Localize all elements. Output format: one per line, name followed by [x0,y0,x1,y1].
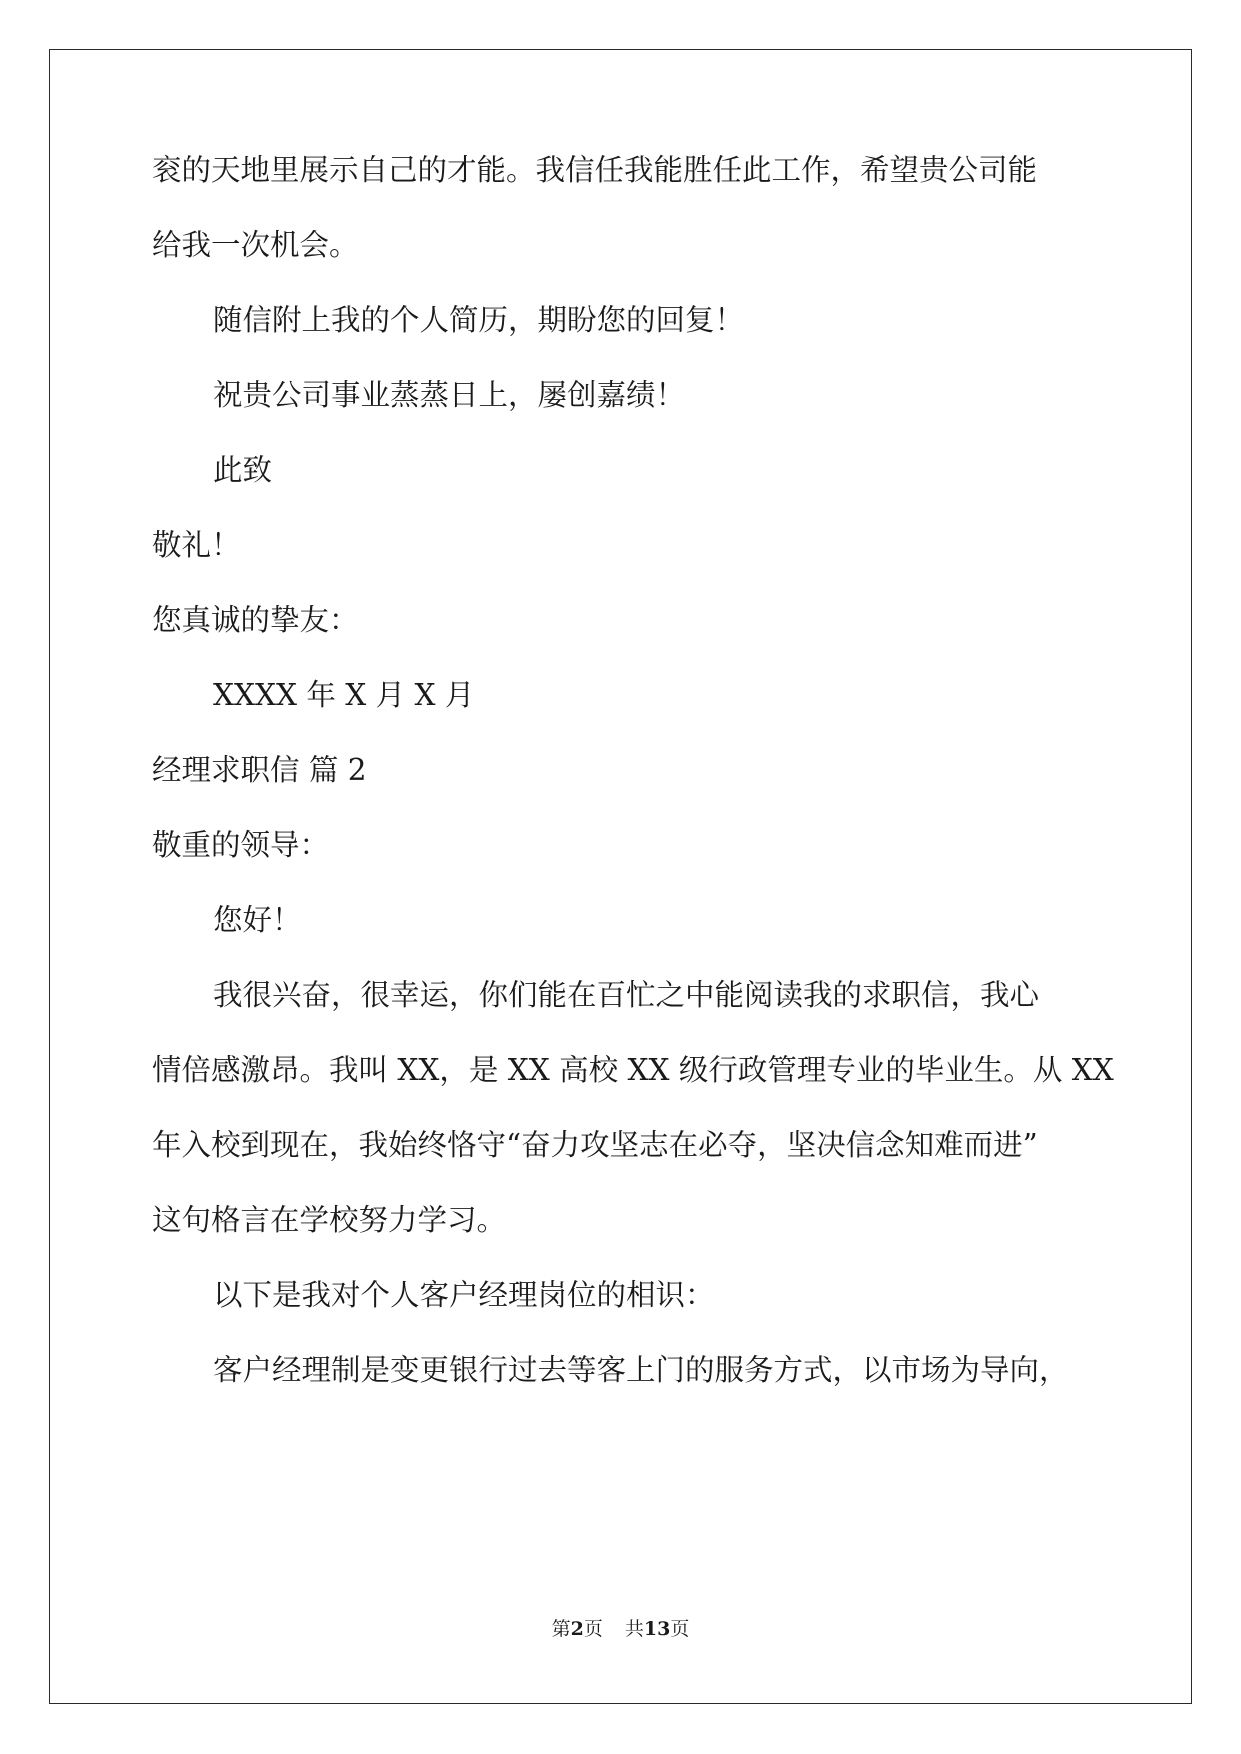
text-line-8: XXXX 年 X 月 X 月 [213,678,475,712]
total-prefix: 共 [624,1618,644,1640]
text-line-14: 年入校到现在，我始终恪守“奋力攻坚志在必夺，坚决信念知难而进” [152,1128,1038,1162]
page-border [49,49,1192,1704]
section-heading: 经理求职信 篇 2 [152,753,367,787]
page-footer [0,1616,1241,1642]
text-line-10: 敬重的领导： [152,828,330,862]
text-line-12: 我很兴奋，很幸运，你们能在百忙之中能阅读我的求职信，我心 [213,978,1040,1012]
total-suffix: 页 [670,1618,690,1640]
text-line-5: 此致 [213,453,273,487]
page-prefix: 第 [551,1618,571,1640]
total-pages: 13 [643,1618,671,1640]
text-line-13: 情倍感激昂。我叫 XX，是 XX 高校 XX 级行政管理专业的毕业生。从 XX [152,1053,1114,1087]
page-number: 2 [570,1618,584,1640]
text-line-7: 您真诚的挚友： [152,603,359,637]
text-line-6: 敬礼！ [152,528,241,562]
text-line-2: 给我一次机会。 [152,228,359,262]
page-suffix: 页 [583,1618,603,1640]
text-line-16: 以下是我对个人客户经理岗位的相识： [213,1278,715,1312]
text-line-15: 这句格言在学校努力学习。 [152,1203,507,1237]
text-line-4: 祝贵公司事业蒸蒸日上，屡创嘉绩！ [213,378,686,412]
text-line-17: 客户经理制是变更银行过去等客上门的服务方式，以市场为导向， [213,1353,1069,1387]
text-line-1: 衮的天地里展示自己的才能。我信任我能胜任此工作，希望贵公司能 [152,153,1038,187]
text-line-11: 您好！ [213,903,302,937]
text-line-3: 随信附上我的个人简历，期盼您的回复！ [213,303,745,337]
